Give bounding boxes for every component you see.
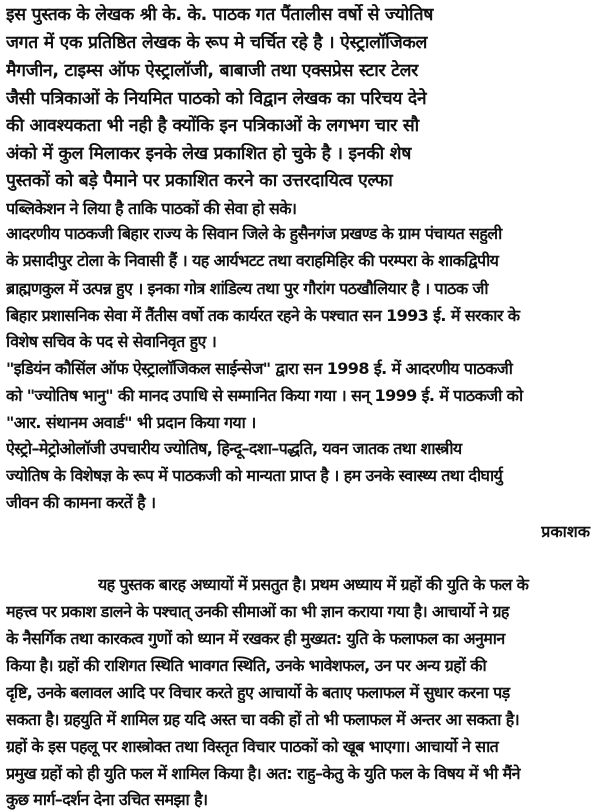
bio-line-8: "आर. संथानम अवार्ड" भी प्रदान किया गया । xyxy=(6,413,256,432)
publisher-signature: प्रकाशक xyxy=(541,522,590,541)
bio-line-2: के प्रसादीपुर टोला के निवासी हैं । यह आर्यभटट तथा वराहमिहिर की परम्परा के शाकद्विपीय xyxy=(6,251,499,270)
overview-line-3: के नैसर्गिक तथा कारकत्व गुणों को ध्यान में रखकर ही मुख्यत: युति के फलाफल का अनुमान xyxy=(6,629,505,648)
intro-line-8: पब्लिकेशन ने लिया है ताकि पाठकों की सेवा हो सके। xyxy=(6,199,297,218)
overview-line-6: सकता है। ग्रहयुति में शामिल ग्रह यदि अस्त चा वकी हों तो भी फलाफल में अन्तर आ सकता है। xyxy=(6,710,520,729)
intro-line-5: की आवश्यकता भी नही है क्योंकि इन पत्रिकाओं के लगभग चार सौ xyxy=(6,116,419,136)
bio-line-6: "इडियंन कौसिंल ऑफ ऐस्ट्रालॉजिकल साईन्सेज" द्वारा सन 1998 ई. में आदरणीय पाठकजी xyxy=(6,359,513,378)
intro-line-4: जैसी पत्रिकाओं के नियमित पाठको को विद्वान लेखक का परिचय देने xyxy=(6,89,427,109)
intro-line-7: पुस्तकों को बड़े पैमाने पर प्रकाशित करने का उत्तरदायित्व एल्फा xyxy=(6,171,393,191)
overview-line-2: महत्त्व पर प्रकाश डालने के पश्चात् उनकी सीमाओं का भी ज्ञान कराया गया है। आचार्यो ने ग्रह xyxy=(6,602,509,621)
bio-line-3: ब्राह्मणकुल में उत्पन्न हुए । इनका गोत्र शांडिल्य तथा पुर गौरांग पठखौलियार है । पाठक जी xyxy=(6,279,488,298)
intro-line-1: इस पुस्तक के लेखक श्री के. के. पाठक गत पैंतालीस वर्षो से ज्योतिष xyxy=(6,5,434,25)
bio-line-1: आदरणीय पाठकजी बिहार राज्य के सिवान जिले के हुसैनगंज प्रखण्ड के ग्राम पंचायत सहुली xyxy=(6,224,502,243)
overview-line-1: यह पुस्तक बारह अध्यायों में प्रसतुत है। प्रथम अध्याय में ग्रहों की युति के फल के xyxy=(98,575,529,594)
bio-line-9: ऐस्ट्रो–मेट्रोओलॉजी उपचारीय ज्योतिष, हिन्दू–दशा–पद्धति, यवन जातक तथा शास्त्रीय xyxy=(6,439,462,458)
overview-line-4: किया है। ग्रहों की राशिगत स्थिति भावगत स्थिति, उनके भावेशफल, उन पर अन्य ग्रहों की xyxy=(6,656,487,675)
overview-line-9: कुछ मार्ग–दर्शन देना उचित समझा है। xyxy=(6,790,208,809)
overview-line-7: ग्रहों के इस पहलू पर शास्त्रोक्त तथा विस्तृत विचार पाठकों को खूब भाएगा। आचार्यो ने सात xyxy=(6,737,499,756)
overview-line-5: दृष्टि, उनके बलावल आदि पर विचार करते हुए आचार्यो के बताए फलाफल में सुधार करना पड़ xyxy=(6,683,510,702)
bio-line-10: ज्योतिष के विशेषज्ञ के रूप में पाठकजी को मान्यता प्राप्त है । हम उनके स्वास्थ्य तथा दीघार्यु xyxy=(6,466,503,485)
intro-line-3: मैगजीन, टाइम्स ऑफ ऐस्ट्रालॉजी, बाबाजी तथा एक्सप्रेस स्टार टेलर xyxy=(6,61,419,81)
bio-line-4: बिहार प्रशासनिक सेवा में तैंतीस वर्षो तक कार्यरत रहने के पश्चात सन 1993 ई. में सरकार के xyxy=(6,306,520,325)
bio-line-11: जीवन की कामना करतें है । xyxy=(6,493,156,512)
bio-line-5: विशेष सचिव के पद से सेवानिवृत हुए । xyxy=(6,332,217,351)
bio-line-7: को "ज्योतिष भानु" की मानद उपाधि से सम्मानित किया गया । सन् 1999 ई. में पाठकजी को xyxy=(6,386,523,405)
intro-line-6: अंको में कुल मिलाकर इनके लेख प्रकाशित हो चुके है । इनकी शेष xyxy=(6,144,412,164)
overview-line-8: प्रमुख ग्रहों को ही युति फल में शामिल किया है। अत: राहु–केतु के युति फल के विषय में भी मैंने xyxy=(6,764,520,783)
intro-line-2: जगत में एक प्रतिष्ठित लेखक के रूप मे चर्चित रहे है । ऐस्ट्रालॉजिकल xyxy=(6,33,428,53)
